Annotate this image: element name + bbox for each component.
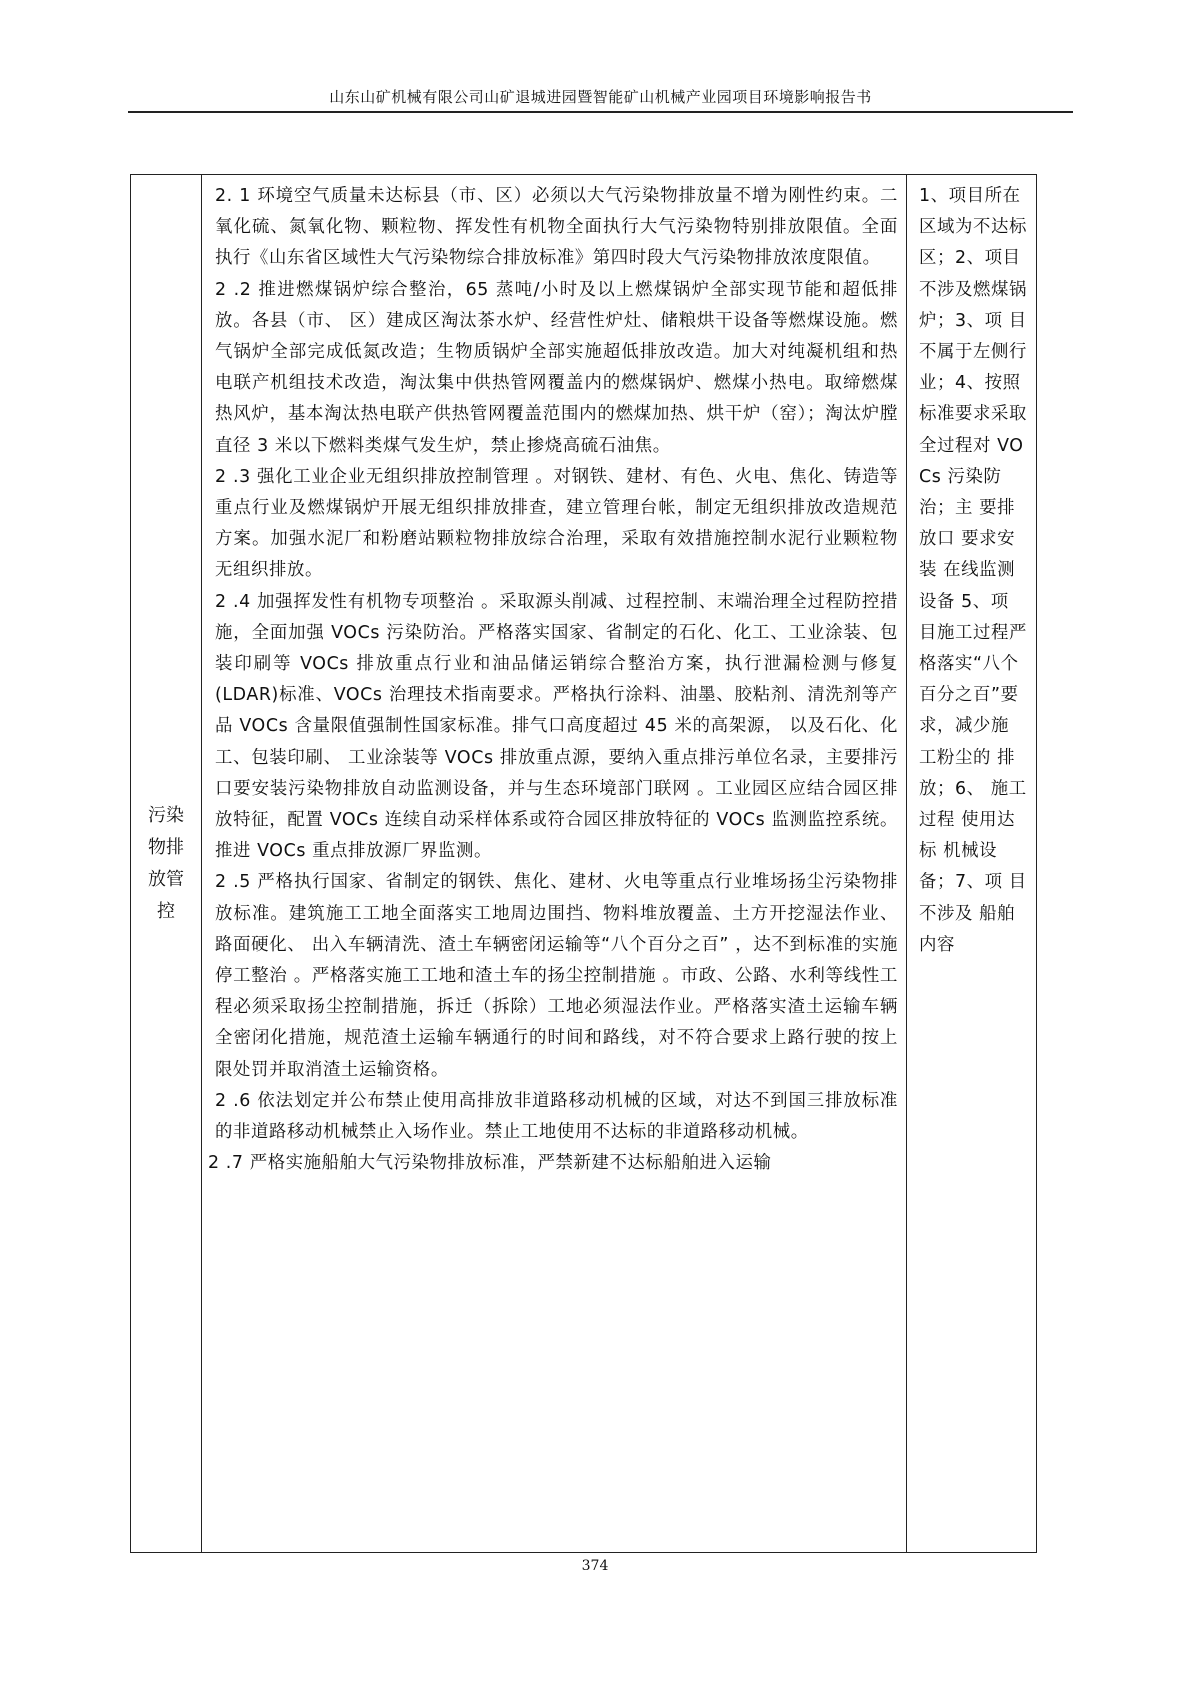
- requirement-paragraph-2-7: 2 .7 严格实施船舶大气污染物排放标准，严禁新建不达标船舶进入运输: [208, 1153, 772, 1174]
- compliance-note-cell: [907, 175, 1037, 1553]
- requirements-cell: [202, 175, 907, 1553]
- requirement-paragraph-2-6: 2 .6 依法划定并公布禁止使用高排放非道路移动机械的区域，对达不到国三排放标准的非道路移动机械禁止入场作业。禁止工地使用不达标的非道路移动机械。: [215, 1090, 898, 1143]
- compliance-note: 1、项目所在区域为不达标区；2、项目不涉及燃煤锅炉；3、项 目不属于左侧行业；4、按照标准要求采取全过程对 VOCs 污染防治；主 要排放口 要求安装 在线监测 设备 5、项 目施工过程严格落实“八个百分之百”要求，减少施 工粉尘的 排放；6、 施工过程 使用达标 机械设 备；7、项 目不涉及 船舶内容: [919, 186, 1027, 955]
- document-header-title: 山东山矿机械有限公司山矿退城进园暨智能矿山机械产业园项目环境影响报告书: [329, 88, 872, 106]
- requirement-paragraph-2-1: 2. 1 环境空气质量未达标县（市、区）必须以大气污染物排放量不增为刚性约束。二氧化硫、氮氧化物、颗粒物、挥发性有机物全面执行大气污染物特别排放限值。全面执行《山东省区域性大气污染物综合排放标准》第四时段大气污染物排放浓度限值。: [215, 186, 898, 269]
- requirement-paragraph-2-2: 2 .2 推进燃煤锅炉综合整治，65 蒸吨/小时及以上燃煤锅炉全部实现节能和超低排放。各县（市、 区）建成区淘汰茶水炉、经营性炉灶、储粮烘干设备等燃煤设施。燃气锅炉全部完成低氮改造；生物质锅炉全部实施超低排放改造。加大对纯凝机组和热电联产机组技术改造，淘汰集中供热管网覆盖内的燃煤锅炉、燃煤小热电。取缔燃煤热风炉，基本淘汰热电联产供热管网覆盖范围内的燃煤加热、烘干炉（窑）；淘汰炉膛直径 3 米以下燃料类煤气发生炉，禁止掺烧高硫石油焦。: [215, 279, 898, 456]
- header-divider: [128, 111, 1073, 113]
- requirement-paragraph-2-4: 2 .4 加强挥发性有机物专项整治 。采取源头削减、过程控制、末端治理全过程防控措施，全面加强 VOCs 污染防治。严格落实国家、省制定的石化、化工、工业涂装、包装印刷等 VOCs 排放重点行业和油品储运销综合整治方案，执行泄漏检测与修复(LDAR)标准、VOCs 治理技术指南要求。严格执行涂料、油墨、胶粘剂、清洗剂等产品 VOCs 含量限值强制性国家标准。排气口高度超过 45 米的高架源， 以及石化、化工、包装印刷、 工业涂装等 VOCs 排放重点源，要纳入重点排污单位名录，主要排污口要安装污染物排放自动监测设备，并与生态环境部门联网 。工业园区应结合园区排放特征，配置 VOCs 连续自动采样体系或符合园区排放特征的 VOCs 监测监控系统。推进 VOCs 重点排放源厂界监测。: [215, 591, 898, 862]
- requirements-table: [130, 174, 1037, 1553]
- requirement-paragraph-2-5: 2 .5 严格执行国家、省制定的钢铁、焦化、建材、火电等重点行业堆场扬尘污染物排放标准。建筑施工工地全面落实工地周边围挡、物料堆放覆盖、土方开挖湿法作业、路面硬化、 出入车辆清洗、渣土车辆密闭运输等“八个百分之百” ，达不到标准的实施停工整治 。严格落实施工工地和渣土车的扬尘控制措施 。市政、公路、水利等线性工程必须采取扬尘控制措施，拆迁（拆除）工地必须湿法作业。严格落实渣土运输车辆全密闭化措施，规范渣土运输车辆通行的时间和路线，对不符合要求上路行驶的按上限处罚并取消渣土运输资格。: [215, 872, 898, 1080]
- page-number: 374: [581, 1558, 609, 1574]
- category-label: 污染物排放管控: [148, 804, 184, 922]
- category-cell: [131, 175, 202, 1553]
- requirement-paragraph-2-3: 2 .3 强化工业企业无组织排放控制管理 。对钢铁、建材、有色、火电、焦化、铸造等重点行业及燃煤锅炉开展无组织排放排查，建立管理台帐，制定无组织排放改造规范方案。加强水泥厂和粉磨站颗粒物排放综合治理，采取有效措施控制水泥行业颗粒物无组织排放。: [215, 466, 898, 581]
- table-row: [131, 175, 1037, 1553]
